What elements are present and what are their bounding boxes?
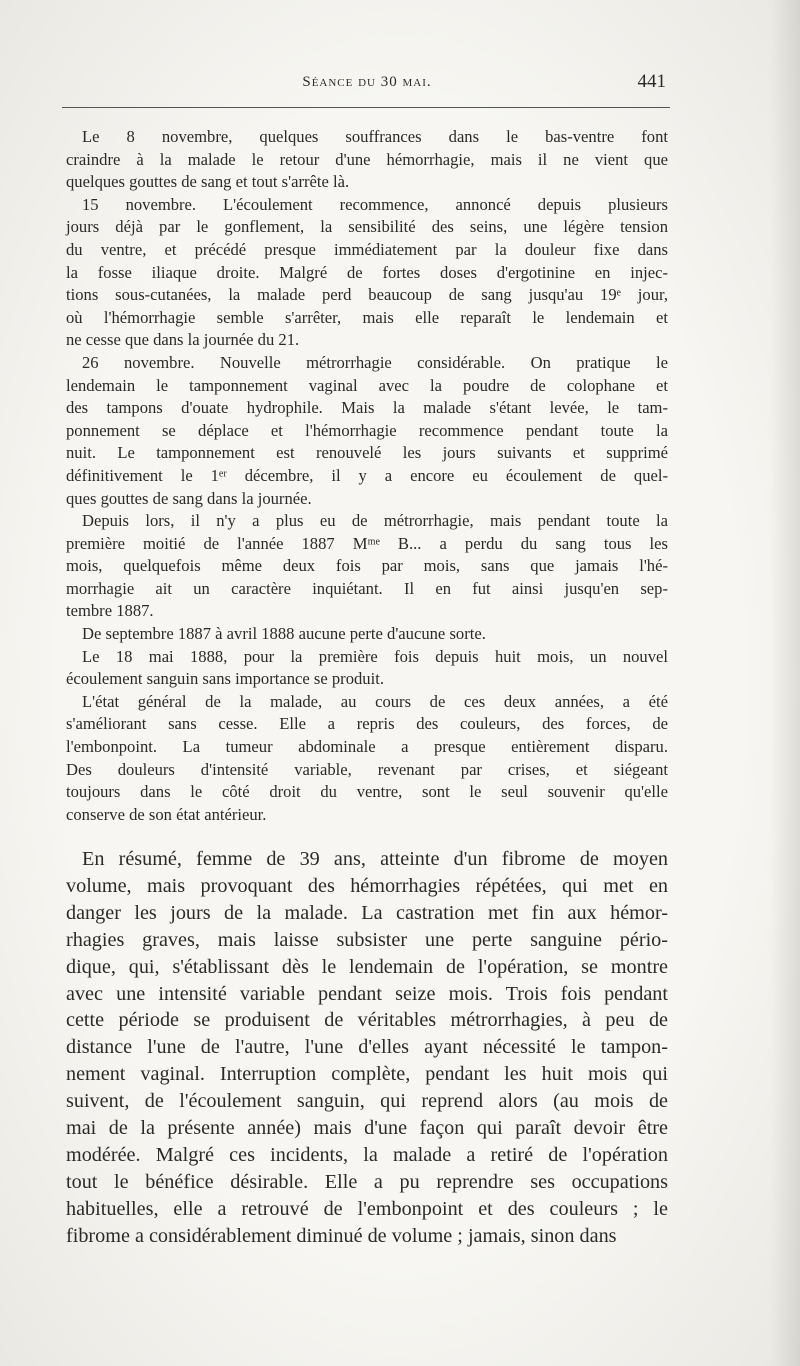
text-line: tembre 1887. bbox=[66, 601, 154, 621]
page-header bbox=[66, 71, 668, 98]
text-line: s'améliorant sans cesse. Elle a repris des couleurs, des forces, de bbox=[66, 714, 668, 734]
paragraph bbox=[66, 510, 668, 623]
text-line: fibrome a considérablement diminué de volume ; jamais, sinon dans bbox=[66, 1224, 617, 1247]
summary-section bbox=[66, 846, 668, 1250]
text-line: morrhagie ait un caractère inquiétant. Il en fut ainsi jusqu'en sep- bbox=[66, 578, 668, 598]
text-line: L'état général de la malade, au cours de ces deux années, a été bbox=[82, 691, 668, 711]
text-line: cette période se produisent de véritables métrorrhagies, à peu de bbox=[66, 1009, 668, 1032]
text-line: la fosse iliaque droite. Malgré de fortes doses d'ergotinine en injec- bbox=[66, 262, 668, 282]
text-line: danger les jours de la malade. La castration met fin aux hémor- bbox=[66, 901, 668, 924]
text-line: des tampons d'ouate hydrophile. Mais la malade s'étant levée, le tam- bbox=[66, 398, 668, 418]
text-line: habituelles, elle a retrouvé de l'embonpoint et des couleurs ; le bbox=[66, 1197, 668, 1220]
text-line: tions sous-cutanées, la malade perd beaucoup de sang jusqu'au 19ᵉ jour, bbox=[66, 285, 668, 305]
running-title bbox=[66, 74, 668, 91]
text-line: tout le bénéfice désirable. Elle a pu reprendre ses occupations bbox=[66, 1170, 668, 1193]
page-number: 441 bbox=[637, 71, 666, 92]
text-line: dique, qui, s'établissant dès le lendemain de l'opération, se montre bbox=[66, 955, 668, 978]
text-line: toujours dans le côté droit du ventre, sont le seul souvenir qu'elle bbox=[66, 782, 668, 802]
text-line: avec une intensité variable pendant seize mois. Trois fois pendant bbox=[66, 982, 668, 1005]
text-line: du ventre, et précédé presque immédiatement par la douleur fixe dans bbox=[66, 239, 668, 259]
text-line: ponnement se déplace et l'hémorrhagie recommence pendant toute la bbox=[66, 420, 668, 440]
text-line: craindre à la malade le retour d'une hémorrhagie, mais il ne vient que bbox=[66, 149, 668, 169]
text-line: 26 novembre. Nouvelle métrorrhagie considérable. On pratique le bbox=[82, 352, 668, 372]
running-title-text: Séance du 30 mai. bbox=[302, 74, 432, 90]
text-line: En résumé, femme de 39 ans, atteinte d'un fibrome de moyen bbox=[82, 848, 668, 870]
paragraph bbox=[66, 352, 668, 510]
text-line: Des douleurs d'intensité variable, revenant par crises, et siégeant bbox=[66, 759, 668, 779]
text-line: l'embonpoint. La tumeur abdominale a presque entièrement disparu. bbox=[66, 737, 668, 757]
case-notes-section bbox=[66, 126, 668, 826]
text-line: où l'hémorrhagie semble s'arrêter, mais elle reparaît le lendemain et bbox=[66, 307, 668, 327]
paragraph bbox=[66, 623, 668, 646]
text-line: conserve de son état antérieur. bbox=[66, 804, 267, 824]
paragraph bbox=[66, 646, 668, 691]
text-line: ne cesse que dans la journée du 21. bbox=[66, 330, 300, 350]
text-line: ques gouttes de sang dans la journée. bbox=[66, 488, 312, 508]
text-line: Le 18 mai 1888, pour la première fois depuis huit mois, un nouvel bbox=[82, 646, 668, 666]
text-line: distance l'une de l'autre, l'une d'elles ayant nécessité le tampon- bbox=[66, 1036, 668, 1059]
header-rule bbox=[62, 107, 670, 108]
text-line: volume, mais provoquant des hémorrhagies répétées, qui met en bbox=[66, 874, 668, 897]
paragraph bbox=[66, 691, 668, 827]
text-line: Le 8 novembre, quelques souffrances dans le bas-ventre font bbox=[82, 127, 668, 146]
text-line: modérée. Malgré ces incidents, la malade a retiré de l'opération bbox=[66, 1143, 668, 1166]
paragraph bbox=[66, 126, 668, 194]
text-line: 15 novembre. L'écoulement recommence, annoncé depuis plusieurs bbox=[82, 194, 668, 214]
paragraph bbox=[66, 846, 668, 1250]
text-line: définitivement le 1ᵉʳ décembre, il y a encore eu écoulement de quel- bbox=[66, 465, 668, 485]
page-edge-shadow bbox=[770, 0, 800, 1366]
text-line: Depuis lors, il n'y a plus eu de métrorrhagie, mais pendant toute la bbox=[82, 511, 668, 531]
text-line: écoulement sanguin sans importance se produit. bbox=[66, 669, 384, 689]
text-line: De septembre 1887 à avril 1888 aucune perte d'aucune sorte. bbox=[82, 624, 486, 644]
text-line: nuit. Le tamponnement est renouvelé les jours suivants et supprimé bbox=[66, 443, 668, 463]
text-line: mois, quelquefois même deux fois par mois, sans que jamais l'hé- bbox=[66, 556, 668, 576]
text-line: mai de la présente année) mais d'une façon qui paraît devoir être bbox=[66, 1117, 668, 1140]
text-line: nement vaginal. Interruption complète, pendant les huit mois qui bbox=[66, 1063, 668, 1086]
text-line: quelques gouttes de sang et tout s'arrête là. bbox=[66, 172, 350, 192]
text-line: suivent, de l'écoulement sanguin, qui reprend alors (au mois de bbox=[66, 1090, 668, 1113]
text-line: lendemain le tamponnement vaginal avec la poudre de colophane et bbox=[66, 375, 668, 395]
text-line: première moitié de l'année 1887 Mᵐᵉ B... a perdu du sang tous les bbox=[66, 533, 668, 553]
text-line: jours déjà par le gonflement, la sensibilité des seins, une légère tension bbox=[66, 217, 668, 237]
paragraph bbox=[66, 194, 668, 352]
text-line: rhagies graves, mais laisse subsister une perte sanguine pério- bbox=[66, 928, 668, 951]
